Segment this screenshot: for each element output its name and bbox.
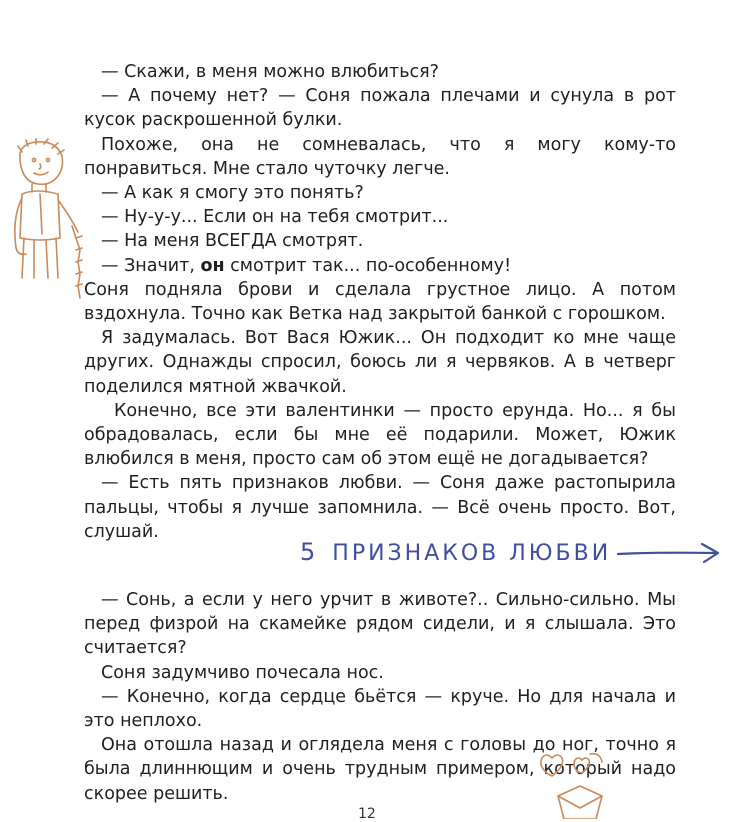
paragraph: — А как я смогу это понять? bbox=[101, 183, 364, 204]
paragraph: Конечно, все эти валентинки — просто ерунда. Но... я бы обрадовалась, если бы мне её подарили. Может, Южик влюбился в меня, просто сам об этом ещё не догадывается? bbox=[84, 400, 676, 470]
paragraph: — А почему нет? — Соня пожала плечами и сунула в рот кусок раскрошенной булки. bbox=[84, 86, 676, 131]
page-number: 12 bbox=[358, 806, 376, 822]
paragraph: — На меня ВСЕГДА смотрят. bbox=[101, 231, 364, 252]
hearts-sketch-icon bbox=[530, 748, 610, 819]
paragraph: Соня задумчиво почесала нос. bbox=[101, 662, 384, 683]
text-block-top bbox=[84, 60, 676, 544]
paragraph: Похоже, она не сомневалась, что я могу кому-то понравиться. Мне стало чуточку легче. bbox=[84, 134, 676, 179]
arrow-right-icon bbox=[616, 540, 724, 566]
heading-text: ПРИЗНАКОВ ЛЮБВИ bbox=[332, 541, 612, 566]
paragraph: Я задумалась. Вот Вася Южик... Он подходит ко мне чаще других. Однажды спросил, боюсь ли я червяков. А в четверг поделился мятной жвачкой. bbox=[84, 328, 676, 397]
paragraph: Она отошла назад и оглядела меня с головы до ног, точно я была длиннющим и очень трудным примером, который надо скорее решить. bbox=[84, 735, 676, 804]
paragraph: — Сонь, а если у него урчит в животе?.. Сильно-сильно. Мы перед физрой на скамейке рядом сидели, и я слышала. Это считается? bbox=[84, 590, 676, 659]
boy-sketch-icon bbox=[6, 138, 86, 308]
paragraph: — Есть пять признаков любви. — Соня даже растопырила пальцы, чтобы я лучше запомнила. — Всё очень просто. Вот, слушай. bbox=[84, 473, 676, 542]
section-heading bbox=[300, 538, 611, 574]
paragraph-emphasis bbox=[84, 254, 676, 278]
emphasis-after: смотрит так... по-особенному! bbox=[224, 255, 512, 276]
paragraph: — Ну-у-у... Если он на тебя смотрит... bbox=[101, 207, 449, 228]
paragraph: Соня подняла брови и сделала грустное лицо. А потом вздохнула. Точно как Ветка над закрытой банкой с горошком. bbox=[84, 279, 676, 325]
emphasis-before: — Значит, bbox=[101, 255, 201, 276]
emphasis-bold: он bbox=[200, 255, 225, 276]
paragraph: — Конечно, когда сердце бьётся — круче. Но для начала и это неплохо. bbox=[84, 686, 676, 732]
paragraph: — Скажи, в меня можно влюбиться? bbox=[101, 62, 439, 82]
heading-number: 5 bbox=[300, 538, 319, 566]
